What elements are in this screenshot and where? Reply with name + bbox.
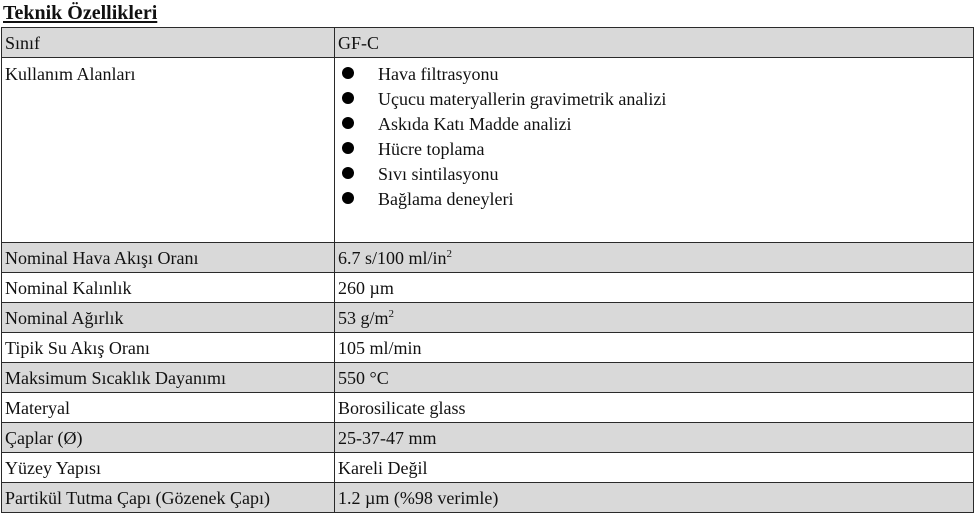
spec-value: 105 ml/min [335,333,974,363]
bullet-icon [342,92,354,104]
spec-value: 1.2 µm (%98 verimle) [335,483,974,513]
list-item [338,162,970,187]
list-item [338,187,970,212]
list-item-text: Sıvı sintilasyonu [378,164,499,184]
list-item-text: Hava filtrasyonu [378,64,499,84]
spec-row-diameters [2,423,974,453]
spec-row-air-flow [2,243,974,273]
spec-row-surface [2,453,974,483]
list-item [338,62,970,87]
spec-label: Nominal Kalınlık [2,273,335,303]
spec-row-thickness [2,273,974,303]
bullet-icon [342,142,354,154]
spec-label: Sınıf [2,28,335,58]
spec-value [335,303,974,333]
specifications-table [1,27,974,513]
spec-row-material [2,393,974,423]
bullet-icon [342,67,354,79]
spec-value: GF-C [335,28,974,58]
spec-value: Kareli Değil [335,453,974,483]
spec-value-text: 6.7 s/100 ml/in [338,248,447,268]
list-item-text: Uçucu materyallerin gravimetrik analizi [378,89,667,109]
page-title: Teknik Özellikleri [3,2,158,24]
spec-value: 25-37-47 mm [335,423,974,453]
spec-value [335,243,974,273]
list-item-text: Hücre toplama [378,139,485,159]
spec-row-max-temperature [2,363,974,393]
spec-value [335,58,974,243]
list-item [338,87,970,112]
spec-value: Borosilicate glass [335,393,974,423]
spec-label: Çaplar (Ø) [2,423,335,453]
spec-row-water-flow [2,333,974,363]
list-item [338,112,970,137]
spec-label: Kullanım Alanları [2,58,335,243]
spec-value: 260 µm [335,273,974,303]
superscript: 2 [388,308,395,320]
spec-value: 550 °C [335,363,974,393]
bullet-icon [342,167,354,179]
spec-label: Nominal Hava Akışı Oranı [2,243,335,273]
superscript: 2 [446,248,453,260]
spec-row-weight [2,303,974,333]
spec-label: Nominal Ağırlık [2,303,335,333]
list-item-text: Bağlama deneyleri [378,189,514,209]
spec-label: Maksimum Sıcaklık Dayanımı [2,363,335,393]
spec-label: Tipik Su Akış Oranı [2,333,335,363]
spec-value-text: 53 g/m [338,308,389,328]
bullet-icon [342,117,354,129]
bullet-icon [342,192,354,204]
spec-row-class [2,28,974,58]
list-item-text: Askıda Katı Madde analizi [378,114,572,134]
spec-label: Materyal [2,393,335,423]
spec-label: Partikül Tutma Çapı (Gözenek Çapı) [2,483,335,513]
spec-row-usage-areas [2,58,974,243]
spec-label: Yüzey Yapısı [2,453,335,483]
usage-list [338,62,970,212]
list-item [338,137,970,162]
spec-row-particle-retention [2,483,974,513]
